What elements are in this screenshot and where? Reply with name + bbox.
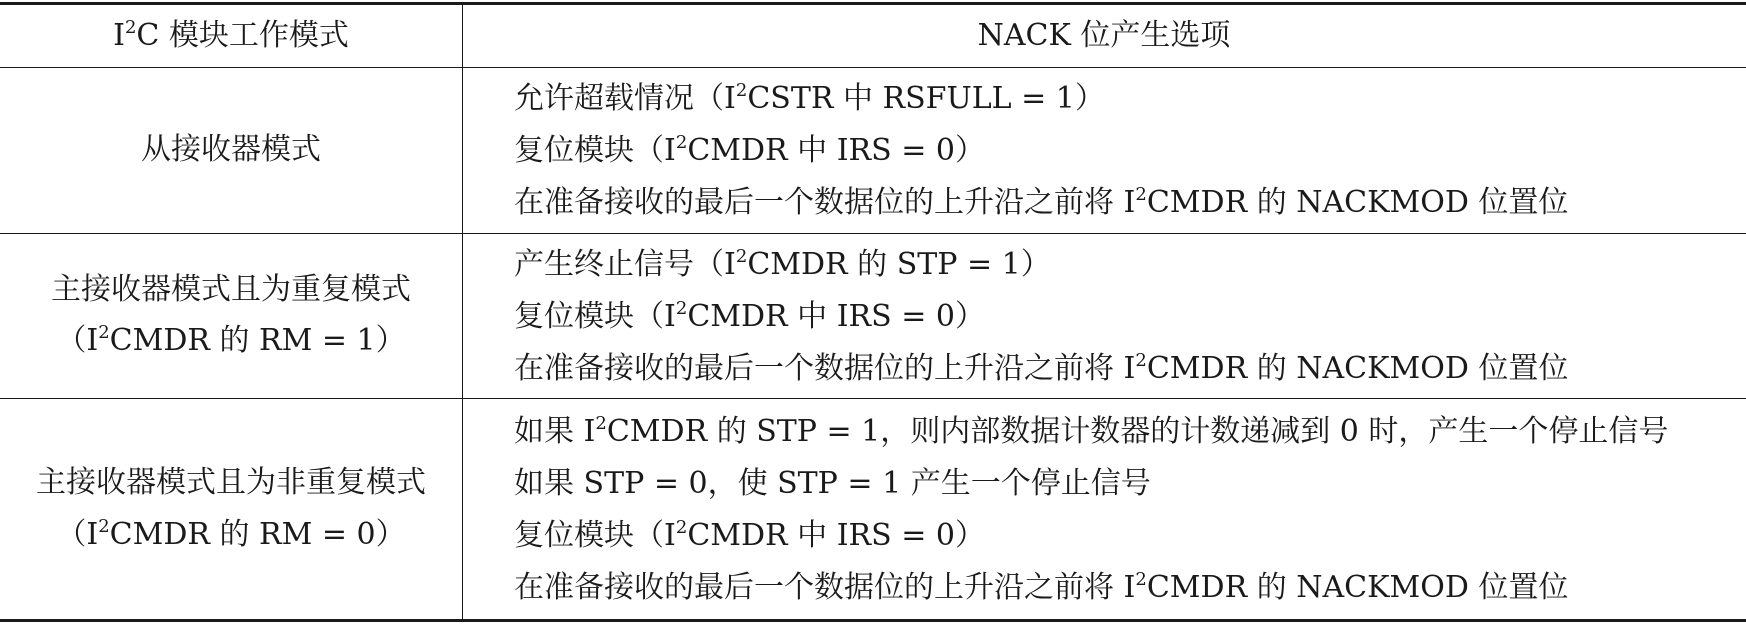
row3-mode-label: 主接收器模式且为非重复模式 bbox=[36, 465, 426, 500]
column-divider bbox=[462, 4, 463, 622]
option-post: CMDR 的 NACKMOD 位置位 bbox=[1146, 570, 1569, 605]
option-pre: 产生终止信号（I bbox=[514, 247, 736, 282]
row1-option-1 bbox=[514, 82, 1105, 116]
mode-sup: 2 bbox=[98, 516, 110, 537]
mode-pre: （I bbox=[56, 517, 99, 552]
row1-mode bbox=[141, 133, 321, 167]
row3-option-4 bbox=[514, 571, 1568, 605]
option-sup: 2 bbox=[595, 413, 607, 434]
option-pre: 在准备接收的最后一个数据位的上升沿之前将 I bbox=[514, 185, 1136, 220]
mode-pre: （I bbox=[56, 323, 99, 358]
row2-rule bbox=[0, 398, 1746, 399]
header-nack-label: NACK 位产生选项 bbox=[977, 18, 1231, 53]
row2-mode-line1 bbox=[51, 273, 411, 307]
option-pre: 在准备接收的最后一个数据位的上升沿之前将 I bbox=[514, 570, 1136, 605]
option-sup: 2 bbox=[735, 80, 748, 101]
option-sup: 2 bbox=[1135, 350, 1147, 371]
row2-option-2 bbox=[514, 300, 985, 334]
option-pre: 复位模块（I bbox=[514, 518, 676, 553]
option-post: CMDR 中 IRS = 0） bbox=[687, 133, 985, 168]
option-pre: 允许超载情况（I bbox=[514, 81, 736, 116]
row1-option-3 bbox=[514, 186, 1568, 220]
option-post: CMDR 的 NACKMOD 位置位 bbox=[1146, 185, 1569, 220]
option-sup: 2 bbox=[1135, 569, 1147, 590]
header-mode-rest: C 模块工作模式 bbox=[136, 18, 349, 53]
top-rule bbox=[0, 2, 1746, 5]
header-mode-prefix: I bbox=[113, 18, 125, 53]
option-sup: 2 bbox=[735, 246, 748, 267]
row2-option-3 bbox=[514, 352, 1568, 386]
row2-mode-line2 bbox=[56, 324, 405, 358]
row3-option-3 bbox=[514, 519, 985, 553]
option-pre: 复位模块（I bbox=[514, 299, 676, 334]
mode-post: CMDR 的 RM = 0） bbox=[109, 517, 406, 552]
option-sup: 2 bbox=[675, 517, 688, 538]
row3-option-1 bbox=[514, 415, 1668, 449]
option-post: CMDR 的 STP = 1） bbox=[747, 247, 1051, 282]
option-post: CMDR 中 IRS = 0） bbox=[687, 299, 985, 334]
header-mode-cell bbox=[113, 19, 349, 53]
option-post: CMDR 中 IRS = 0） bbox=[687, 518, 985, 553]
row2-option-1 bbox=[514, 248, 1051, 282]
option-sup: 2 bbox=[1135, 184, 1147, 205]
row1-mode-label: 从接收器模式 bbox=[141, 132, 321, 167]
option-pre: 复位模块（I bbox=[514, 133, 676, 168]
row1-rule bbox=[0, 233, 1746, 234]
row3-option-2 bbox=[514, 467, 1151, 501]
option-post: CMDR 的 STP = 1，则内部数据计数器的计数递减到 0 时，产生一个停止信号 bbox=[606, 414, 1669, 449]
option-sup: 2 bbox=[675, 298, 688, 319]
option-post: CSTR 中 RSFULL = 1） bbox=[747, 81, 1105, 116]
mode-post: CMDR 的 RM = 1） bbox=[109, 323, 406, 358]
header-rule bbox=[0, 67, 1746, 68]
row2-mode-label: 主接收器模式且为重复模式 bbox=[51, 272, 411, 307]
bottom-rule bbox=[0, 619, 1746, 622]
option-pre: 在准备接收的最后一个数据位的上升沿之前将 I bbox=[514, 351, 1136, 386]
option-sup: 2 bbox=[675, 132, 688, 153]
option-pre: 如果 I bbox=[514, 414, 596, 449]
mode-sup: 2 bbox=[98, 322, 110, 343]
header-mode-sup: 2 bbox=[124, 17, 137, 38]
option-post: CMDR 的 NACKMOD 位置位 bbox=[1146, 351, 1569, 386]
header-nack-cell bbox=[978, 19, 1231, 53]
row3-mode-line1 bbox=[36, 466, 426, 500]
row3-mode-line2 bbox=[56, 518, 405, 552]
option-pre: 如果 STP = 0，使 STP = 1 产生一个停止信号 bbox=[514, 466, 1151, 501]
row1-option-2 bbox=[514, 134, 985, 168]
